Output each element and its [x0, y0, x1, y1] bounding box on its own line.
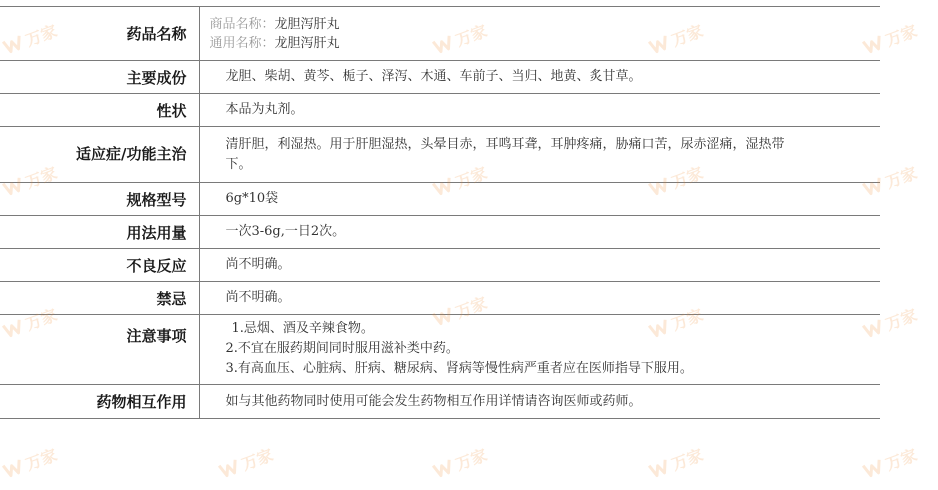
label-contraindications: 禁忌: [0, 282, 199, 315]
watermark-text: 万家: [668, 20, 706, 50]
drug-info-table: [0, 6, 880, 419]
value-precautions: [199, 315, 880, 385]
trade-name-value: 龙胆泻肝丸: [274, 16, 340, 32]
value-interactions: 如与其他药物同时使用可能会发生药物相互作用详情请咨询医师或药师。: [199, 385, 880, 419]
value-appearance: 本品为丸剂。: [199, 94, 880, 127]
watermark-text: 万家: [882, 444, 920, 474]
precaution-item: 1.忌烟、酒及辛辣食物。: [231, 321, 374, 336]
trade-name-line: [210, 15, 881, 34]
w-logo-icon: [431, 457, 455, 479]
row-ingredients: [0, 61, 880, 94]
label-interactions: 药物相互作用: [0, 385, 199, 419]
watermark-text: 万家: [452, 20, 490, 50]
watermark: [646, 434, 724, 484]
label-ingredients: 主要成份: [0, 61, 199, 94]
row-drug-name: [0, 7, 880, 61]
generic-name-label: 通用名称：: [209, 35, 275, 51]
watermark-text: 万家: [452, 444, 490, 474]
value-adverse-reactions: 尚不明确。: [199, 249, 880, 282]
row-specification: [0, 183, 880, 216]
value-dosage: 一次3-6g,一日2次。: [199, 216, 880, 249]
row-interactions: [0, 385, 880, 419]
watermark-text: 万家: [668, 162, 706, 192]
watermark: [0, 434, 78, 484]
label-precautions: 注意事项: [0, 315, 199, 385]
watermark-text: 万家: [668, 304, 706, 334]
watermark-text: 万家: [22, 20, 60, 50]
watermark-text: 万家: [882, 20, 920, 50]
watermark-text: 万家: [882, 162, 920, 192]
trade-name-label: 商品名称：: [209, 16, 275, 32]
watermark-text: 万家: [452, 292, 490, 322]
row-indications: [0, 127, 880, 183]
label-dosage: 用法用量: [0, 216, 199, 249]
row-contraindications: [0, 282, 880, 315]
w-logo-icon: [1, 457, 25, 479]
watermark-text: 万家: [668, 444, 706, 474]
row-adverse-reactions: [0, 249, 880, 282]
watermark-text: 万家: [238, 444, 276, 474]
watermark: [860, 434, 938, 484]
precaution-item: 2.不宜在服药期间同时服用滋补类中药。: [225, 341, 459, 356]
watermark: [430, 434, 508, 484]
watermark-text: 万家: [882, 304, 920, 334]
watermark-text: 万家: [22, 444, 60, 474]
label-adverse-reactions: 不良反应: [0, 249, 199, 282]
value-indications: 清肝胆，利湿热。用于肝胆湿热，头晕目赤，耳鸣耳聋，耳肿疼痛，胁痛口苦，尿赤涩痛，湿热带下。: [199, 127, 880, 183]
value-drug-name: [199, 7, 880, 61]
generic-name-value: 龙胆泻肝丸: [274, 35, 340, 51]
watermark-text: 万家: [22, 162, 60, 192]
value-contraindications: 尚不明确。: [199, 282, 880, 315]
w-logo-icon: [861, 457, 885, 479]
watermark-text: 万家: [22, 304, 60, 334]
label-drug-name: 药品名称: [0, 7, 199, 61]
watermark-text: 万家: [452, 162, 490, 192]
label-specification: 规格型号: [0, 183, 199, 216]
row-appearance: [0, 94, 880, 127]
label-indications: 适应症/功能主治: [0, 127, 199, 183]
watermark: [216, 434, 294, 484]
w-logo-icon: [647, 457, 671, 479]
w-logo-icon: [217, 457, 241, 479]
precaution-item: 3.有高血压、心脏病、肝病、糖尿病、肾病等慢性病严重者应在医师指导下服用。: [225, 361, 693, 376]
generic-name-line: [210, 34, 881, 53]
value-ingredients: 龙胆、柴胡、黄芩、栀子、泽泻、木通、车前子、当归、地黄、炙甘草。: [199, 61, 880, 94]
row-dosage: [0, 216, 880, 249]
label-appearance: 性状: [0, 94, 199, 127]
row-precautions: [0, 315, 880, 385]
value-specification: 6g*10袋: [199, 183, 880, 216]
